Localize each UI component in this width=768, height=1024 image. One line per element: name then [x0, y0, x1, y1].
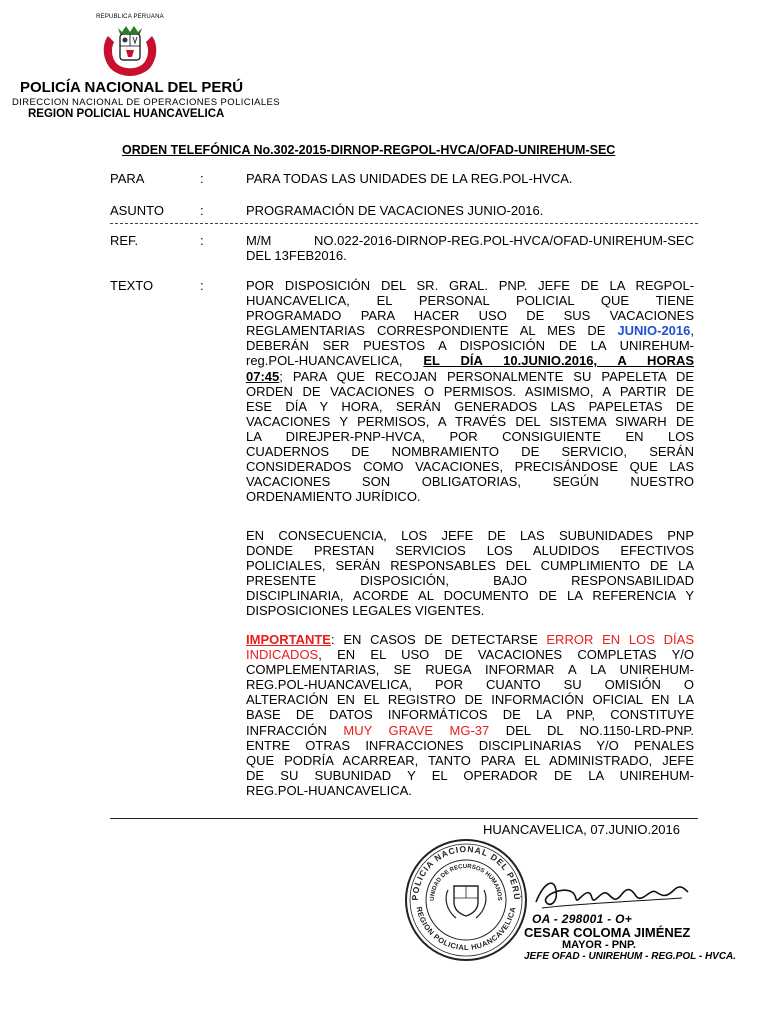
- text-line: [246, 632, 694, 647]
- text-line: DEBERÁN SER PUESTOS A DISPOSICIÓN DE LA UNIREHUM-: [246, 338, 694, 354]
- text-segment: reg.POL-HUANCAVELICA,: [246, 353, 424, 369]
- text-segment: DEL DL NO.1150-LRD-PNP.: [489, 722, 694, 738]
- text-segment: ; PARA QUE RECOJAN PERSONALMENTE SU PAPELETA DE: [279, 368, 694, 384]
- text-line: QUE PODRÍA ACARREAR, TANTO PARA EL ADMINISTRADO, JEFE: [246, 752, 694, 768]
- ref-label: REF.: [110, 233, 139, 248]
- text-line: CUADERNOS DE NOMBRAMIENTO DE SERVICIO, SERÁN: [246, 444, 694, 460]
- text-line: [246, 647, 694, 662]
- text-line: PROGRAMADO PARA HACER USO DE SUS VACACIONES: [246, 308, 694, 324]
- text-line: EN CONSECUENCIA, LOS JEFE DE LAS SUBUNIDADES PNP: [246, 528, 694, 543]
- signer-name: CESAR COLOMA JIMÉNEZ: [524, 925, 691, 940]
- dashed-separator: [110, 223, 698, 224]
- seal-bottom-text: REGION POLICIAL HUANCAVELICA: [414, 905, 518, 953]
- signer-rank: MAYOR - PNP.: [562, 939, 636, 951]
- ref-colon: :: [200, 233, 204, 248]
- text-line: COMPLEMENTARIAS, SE RUEGA INFORMAR A LA UNIREHUM-: [246, 662, 694, 678]
- highlight-infraction: MUY GRAVE MG-37: [343, 722, 490, 738]
- footer-rule: [110, 818, 698, 819]
- text-line: ESE DÍA Y HORA, SERÁN GENERADOS LAS PAPELETAS DE: [246, 398, 694, 414]
- text-line: ORDENAMIENTO JURÍDICO.: [246, 489, 421, 505]
- ref-value: [246, 233, 694, 263]
- signer-post: JEFE OFAD - UNIREHUM - REG.POL - HVCA.: [524, 951, 737, 962]
- text-line: DONDE PRESTAN SERVICIOS LOS ALUDIDOS EFECTIVOS: [246, 543, 694, 559]
- text-line: HUANCAVELICA, EL PERSONAL POLICIAL QUE TIENE: [246, 293, 694, 309]
- text-line: DISPOSICIONES LEGALES VIGENTES.: [246, 603, 485, 619]
- text-line: PRESENTE DISPOSICIÓN, BAJO RESPONSABILIDAD: [246, 573, 694, 589]
- para-value: PARA TODAS LAS UNIDADES DE LA REG.POL-HVCA.: [246, 171, 573, 186]
- text-line: DE SU SUBUNIDAD Y EL OPERADOR DE LA UNIREHUM-: [246, 767, 694, 783]
- highlight-error: INDICADOS: [246, 647, 319, 663]
- text-line: REG.POL-HUANCAVELICA, POR CUANTO SU OMISIÓN O: [246, 677, 694, 693]
- text-segment: : EN CASOS DE DETECTARSE: [330, 632, 547, 647]
- institution-name: POLICÍA NACIONAL DEL PERÚ: [20, 79, 244, 96]
- text-line: [246, 323, 694, 338]
- texto-paragraph-1: [246, 278, 694, 504]
- direction-name: DIRECCION NACIONAL DE OPERACIONES POLICIALES: [12, 97, 280, 108]
- text-segment: INFRACCIÓN: [246, 722, 344, 738]
- texto-paragraph-3: [246, 632, 694, 798]
- text-line: ENTRE OTRAS INFRACCIONES DISCIPLINARIAS Y/O PENALES: [246, 737, 694, 753]
- asunto-label: ASUNTO: [110, 203, 164, 218]
- date-line: HUANCAVELICA, 07.JUNIO.2016: [483, 822, 680, 837]
- crest-caption: REPUBLICA PERUANA: [96, 14, 164, 20]
- text-segment: ,: [690, 323, 694, 339]
- text-segment: , EN EL USO DE VACACIONES COMPLETAS Y/O: [318, 647, 694, 663]
- handwritten-signature-icon: [532, 868, 692, 918]
- asunto-value: PROGRAMACIÓN DE VACACIONES JUNIO-2016.: [246, 203, 544, 218]
- highlight-error: ERROR EN LOS DÍAS: [546, 632, 694, 647]
- text-line: [246, 369, 694, 384]
- seal-outer-text: POLICIA NACIONAL DEL PERÚ: [409, 843, 523, 901]
- important-label: IMPORTANTE: [246, 632, 331, 647]
- text-line: ORDEN DE VACACIONES O PERMISOS. ASIMISMO, A PARTIR DE: [246, 383, 694, 399]
- para-label: PARA: [110, 171, 145, 186]
- para-colon: :: [200, 171, 204, 186]
- asunto-colon: :: [200, 203, 204, 218]
- text-line: BASE DE DATOS INFORMÁTICOS DE LA PNP, CONSTITUYE: [246, 707, 694, 723]
- official-seal-icon: [402, 836, 530, 964]
- signer-id: OA - 298001 - O+: [532, 912, 633, 926]
- document-title: ORDEN TELEFÓNICA No.302-2015-DIRNOP-REGPOL-HVCA/OFAD-UNIREHUM-SEC: [122, 143, 616, 157]
- text-line: VACACIONES SON OBLIGATORIAS, SEGÚN NUESTRO: [246, 474, 694, 490]
- highlight-date: EL DÍA 10.JUNIO.2016, A HORAS: [423, 353, 695, 369]
- text-line: REG.POL-HUANCAVELICA.: [246, 782, 412, 798]
- ref-line: DEL 13FEB2016.: [246, 248, 347, 264]
- texto-label: TEXTO: [110, 278, 154, 293]
- text-line: ALTERACIÓN EN EL REGISTRO DE INFORMACIÓN OFICIAL EN LA: [246, 692, 694, 708]
- ref-line: M/M NO.022-2016-DIRNOP-REG.POL-HVCA/OFAD-UNIREHUM-SEC: [246, 233, 694, 248]
- text-line: [246, 353, 694, 368]
- text-line: LA DIREJPER-PNP-HVCA, POR CONSIGUIENTE EN LOS: [246, 428, 694, 444]
- seal-inner-text: UNIDAD DE RECURSOS HUMANOS: [429, 863, 503, 901]
- highlight-month: JUNIO-2016: [617, 323, 691, 339]
- highlight-time: 07:45: [246, 368, 280, 384]
- text-line: POR DISPOSICIÓN DEL SR. GRAL. PNP. JEFE DE LA REGPOL-: [246, 278, 694, 293]
- text-line: POLICIALES, SERÁN RESPONSABLES DEL CUMPLIMIENTO DE LA: [246, 558, 694, 574]
- texto-colon: :: [200, 278, 204, 293]
- text-line: CONSIDERADOS COMO VACACIONES, PRECISÁNDOSE QUE LAS: [246, 459, 694, 475]
- text-line: VACACIONES Y PERMISOS, A TRAVÉS DEL SISTEMA SIWARH DE: [246, 413, 694, 429]
- text-line: [246, 723, 694, 738]
- national-crest-icon: [100, 22, 160, 78]
- text-segment: REGLAMENTARIAS CORRESPONDIENTE AL MES DE: [246, 323, 618, 339]
- svg-text:REGION POLICIAL HUANCAVELICA: [414, 906, 517, 952]
- texto-paragraph-2: [246, 528, 694, 619]
- region-name: REGION POLICIAL HUANCAVELICA: [28, 108, 225, 120]
- text-line: DISCIPLINARIA, ACORDE AL DOCUMENTO DE LA REFERENCIA Y: [246, 588, 694, 604]
